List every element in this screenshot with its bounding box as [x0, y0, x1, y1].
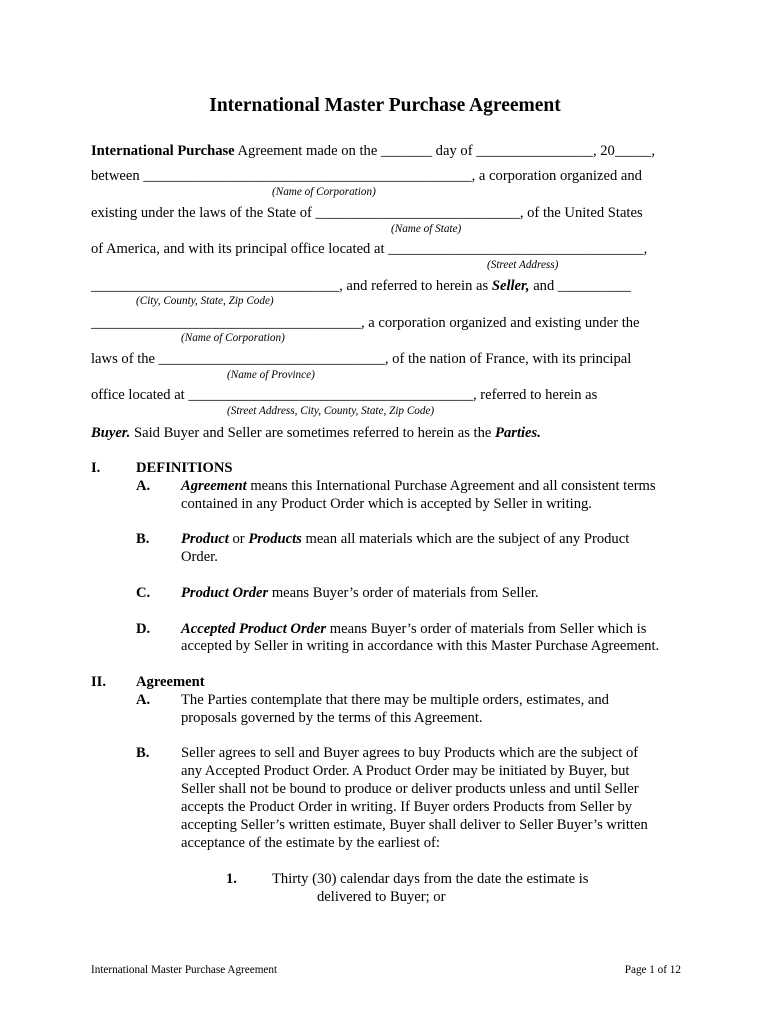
intro-line-5-b: and __________ [529, 278, 631, 294]
section-2-heading: Agreement [136, 674, 205, 690]
def-a-text: means this International Purchase Agreement and all consistent terms [246, 478, 656, 494]
section-1-number: I. [91, 460, 101, 476]
def-c-term: Product Order [181, 585, 269, 601]
intro-line-9 [91, 425, 541, 442]
intro-line-2: between _____________________________________________, a corporation organized and [91, 168, 642, 184]
agr-b-line-4: accepts the Product Order in writing. If Buyer orders Products from Seller by [181, 799, 633, 815]
intro-line-3: existing under the laws of the State of ____________________________, of the United States [91, 205, 643, 221]
intro-line-1 [91, 143, 655, 160]
agr-a-label: A. [136, 692, 151, 708]
def-d-text: means Buyer’s order of materials from Seller which is [326, 621, 647, 637]
def-d-line-2: accepted by Seller in writing in accordance with this Master Purchase Agreement. [181, 638, 660, 654]
footer-document-title: International Master Purchase Agreement [91, 964, 278, 976]
def-b-line-1 [181, 531, 629, 548]
parties-term: Parties. [495, 425, 541, 441]
seller-term: Seller, [491, 278, 530, 294]
intro-bold-term: International Purchase [91, 143, 235, 159]
caption-name-of-corporation: (Name of Corporation) [272, 186, 376, 198]
agr-a-line-2: proposals governed by the terms of this Agreement. [181, 710, 483, 726]
def-a-label: A. [136, 478, 151, 494]
caption-full-address: (Street Address, City, County, State, Zip Code) [227, 405, 435, 417]
intro-line-8: office located at _______________________________________, referred to herein as [91, 387, 598, 403]
def-c-line-1 [181, 585, 539, 602]
caption-name-of-corporation-2: (Name of Corporation) [181, 332, 285, 344]
def-c-text: means Buyer’s order of materials from Seller. [268, 585, 539, 601]
def-c-label: C. [136, 585, 151, 601]
agr-b-label: B. [136, 745, 150, 761]
agr-b-line-3: Seller shall not be bound to produce or deliver products unless and until Seller [181, 781, 639, 797]
def-d-term: Accepted Product Order [181, 621, 327, 637]
agr-b-line-1: Seller agrees to sell and Buyer agrees to buy Products which are the subject of [181, 745, 639, 761]
page-title: International Master Purchase Agreement [209, 95, 561, 116]
agr-b-line-6: acceptance of the estimate by the earliest of: [181, 835, 440, 851]
buyer-term: Buyer. [91, 425, 131, 441]
def-d-line-1 [181, 621, 646, 638]
def-a-line-2: contained in any Product Order which is accepted by Seller in writing. [181, 496, 592, 512]
caption-street-address: (Street Address) [487, 259, 559, 271]
item-1-label: 1. [226, 871, 237, 887]
def-b-line-2: Order. [181, 549, 218, 565]
def-b-term-1: Product [181, 531, 229, 547]
footer-page-number: Page 1 of 12 [624, 964, 681, 976]
def-b-or: or [228, 531, 249, 547]
caption-name-of-state: (Name of State) [391, 223, 462, 235]
intro-line-6: _____________________________________, a corporation organized and existing under the [91, 315, 640, 331]
def-b-text: mean all materials which are the subject of any Product [301, 531, 630, 547]
intro-line-7: laws of the _______________________________, of the nation of France, with its principal [91, 351, 632, 367]
def-d-label: D. [136, 621, 151, 637]
section-1-heading: DEFINITIONS [136, 460, 233, 476]
def-b-label: B. [136, 531, 150, 547]
caption-name-of-province: (Name of Province) [227, 369, 315, 381]
def-a-line-1 [181, 478, 656, 495]
def-a-term: Agreement [181, 478, 247, 494]
section-2-number: II. [91, 674, 107, 690]
agr-b-line-5: accepting Seller’s written estimate, Buyer shall deliver to Seller Buyer’s written [181, 817, 648, 833]
intro-line-4: of America, and with its principal office located at ___________________________________, [91, 241, 648, 257]
intro-line-5 [91, 278, 631, 295]
intro-line-1-text: Agreement made on the _______ day of ________________, 20_____, [234, 143, 655, 159]
intro-line-5-a: __________________________________, and referred to herein as [91, 278, 492, 294]
def-b-term-2: Products [248, 531, 302, 547]
item-1-line-2: delivered to Buyer; or [317, 889, 446, 905]
item-1-line-1: Thirty (30) calendar days from the date the estimate is [272, 871, 589, 887]
intro-line-9-text: Said Buyer and Seller are sometimes referred to herein as the [130, 425, 496, 441]
agr-b-line-2: any Accepted Product Order. A Product Order may be initiated by Buyer, but [181, 763, 630, 779]
caption-city-county-state-zip: (City, County, State, Zip Code) [136, 295, 274, 307]
agr-a-line-1: The Parties contemplate that there may be multiple orders, estimates, and [181, 692, 609, 708]
